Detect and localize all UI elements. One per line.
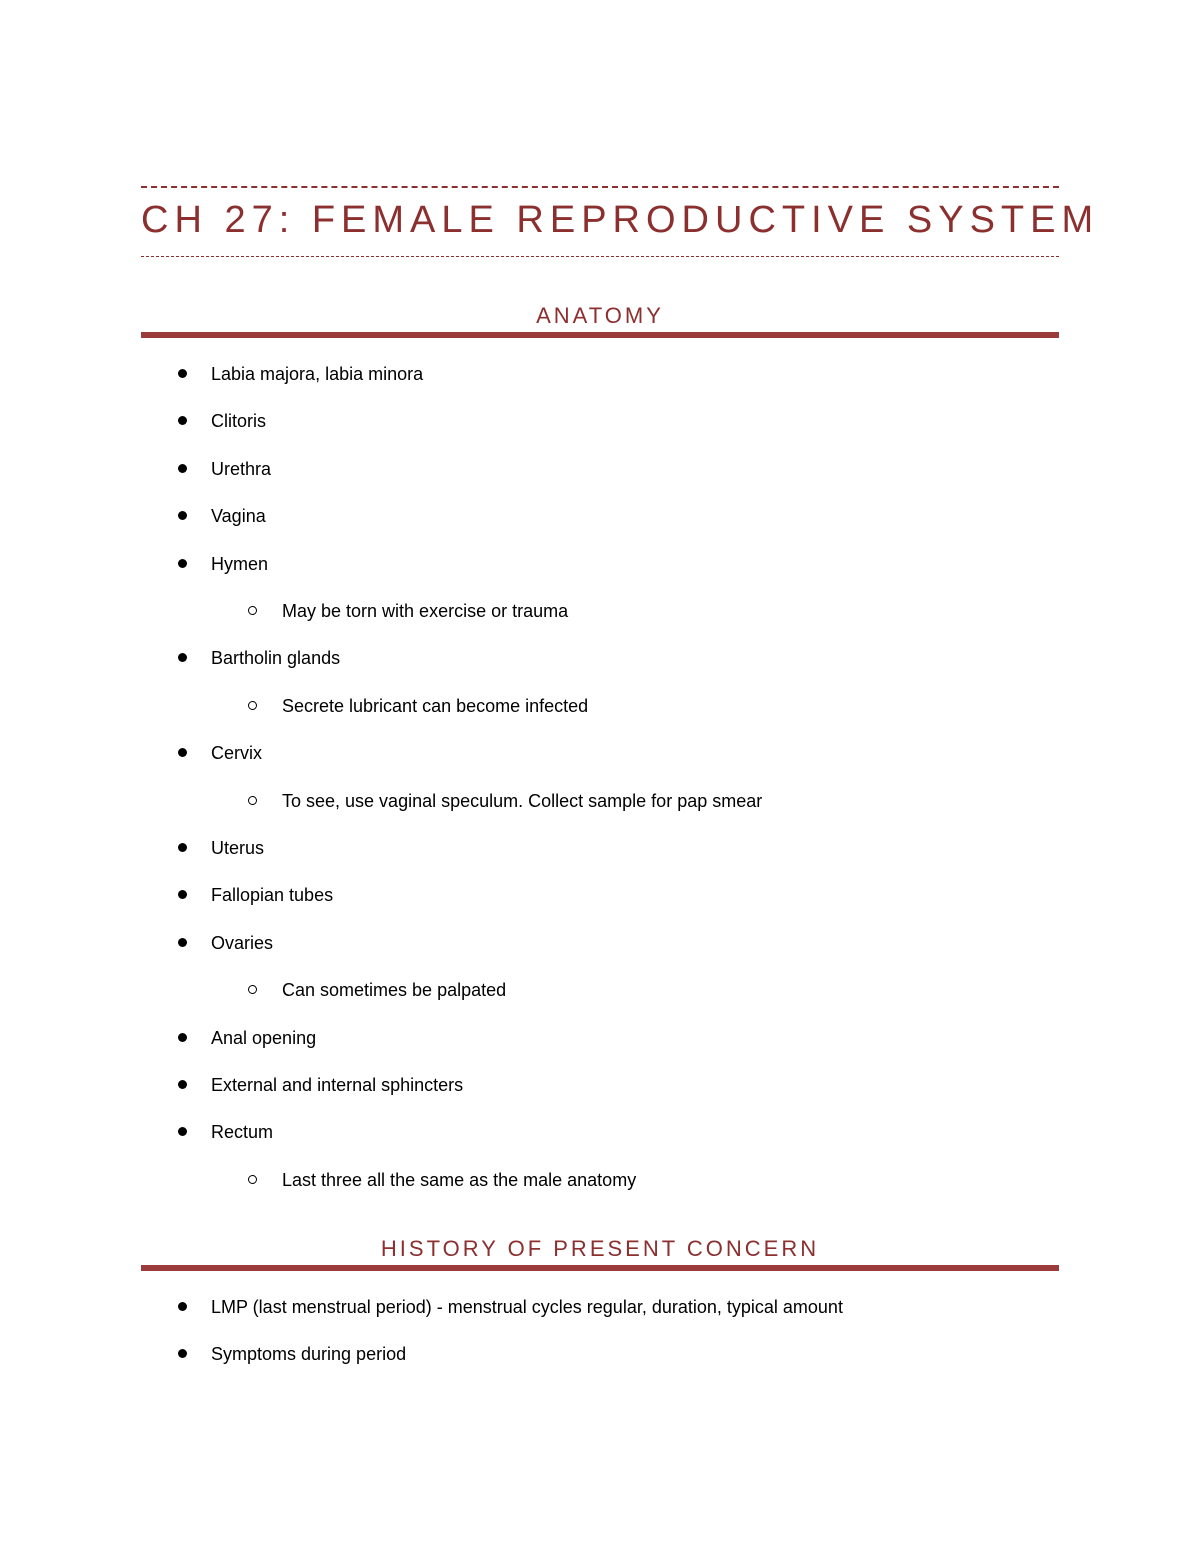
list-item-text: Secrete lubricant can become infected — [282, 696, 589, 716]
bullet-icon — [178, 1080, 187, 1089]
list-item-text: Rectum — [211, 1122, 274, 1142]
bullet-icon — [178, 416, 187, 425]
bullet-icon — [178, 1033, 187, 1042]
list-item-text: Labia majora, labia minora — [211, 364, 424, 384]
section-anatomy — [141, 302, 1059, 338]
list-item-text: Cervix — [211, 743, 263, 763]
list-item-text: Last three all the same as the male anatomy — [282, 1170, 637, 1190]
bullet-icon — [178, 938, 187, 947]
list-item-text: Bartholin glands — [211, 648, 341, 668]
section-rule — [141, 332, 1059, 338]
section-rule — [141, 1265, 1059, 1271]
page-title: CH 27: FEMALE REPRODUCTIVE SYSTEM — [141, 199, 1100, 241]
list-item-text: Clitoris — [211, 411, 267, 431]
list-item-text: Urethra — [211, 459, 272, 479]
list-item-text: May be torn with exercise or trauma — [282, 601, 569, 621]
bullet-icon — [178, 1127, 187, 1136]
title-block — [141, 186, 1100, 257]
hollow-bullet-icon — [248, 985, 257, 994]
hollow-bullet-icon — [248, 701, 257, 710]
list-item-text: Uterus — [211, 838, 265, 858]
bullet-icon — [178, 464, 187, 473]
section-heading: HISTORY OF PRESENT CONCERN — [380, 1236, 820, 1261]
bullet-icon — [178, 890, 187, 899]
bullet-icon — [178, 653, 187, 662]
bullet-icon — [178, 369, 187, 378]
section-history — [141, 1235, 1059, 1271]
list-item-text: External and internal sphincters — [211, 1075, 464, 1095]
list-item-text: Fallopian tubes — [211, 885, 334, 905]
bullet-icon — [178, 511, 187, 520]
list-item-text: Ovaries — [211, 933, 274, 953]
list-item-text: Anal opening — [211, 1028, 317, 1048]
list-item-text: Vagina — [211, 506, 266, 526]
list-item-text: Hymen — [211, 554, 269, 574]
list-item-text: Can sometimes be palpated — [282, 980, 507, 1000]
hollow-bullet-icon — [248, 796, 257, 805]
bullet-icon — [178, 843, 187, 852]
bullet-icon — [178, 1349, 187, 1358]
list-item-text: To see, use vaginal speculum. Collect sample for pap smear — [282, 791, 763, 811]
hollow-bullet-icon — [248, 1175, 257, 1184]
list-item-text: LMP (last menstrual period) - menstrual cycles regular, duration, typical amount — [211, 1297, 843, 1317]
title-bottom-rule — [141, 256, 1059, 257]
title-top-rule — [141, 186, 1059, 188]
bullet-icon — [178, 559, 187, 568]
section-heading: ANATOMY — [536, 303, 664, 328]
bullet-icon — [178, 1302, 187, 1311]
list-item-text: Symptoms during period — [211, 1344, 407, 1364]
bullet-icon — [178, 748, 187, 757]
hollow-bullet-icon — [248, 606, 257, 615]
